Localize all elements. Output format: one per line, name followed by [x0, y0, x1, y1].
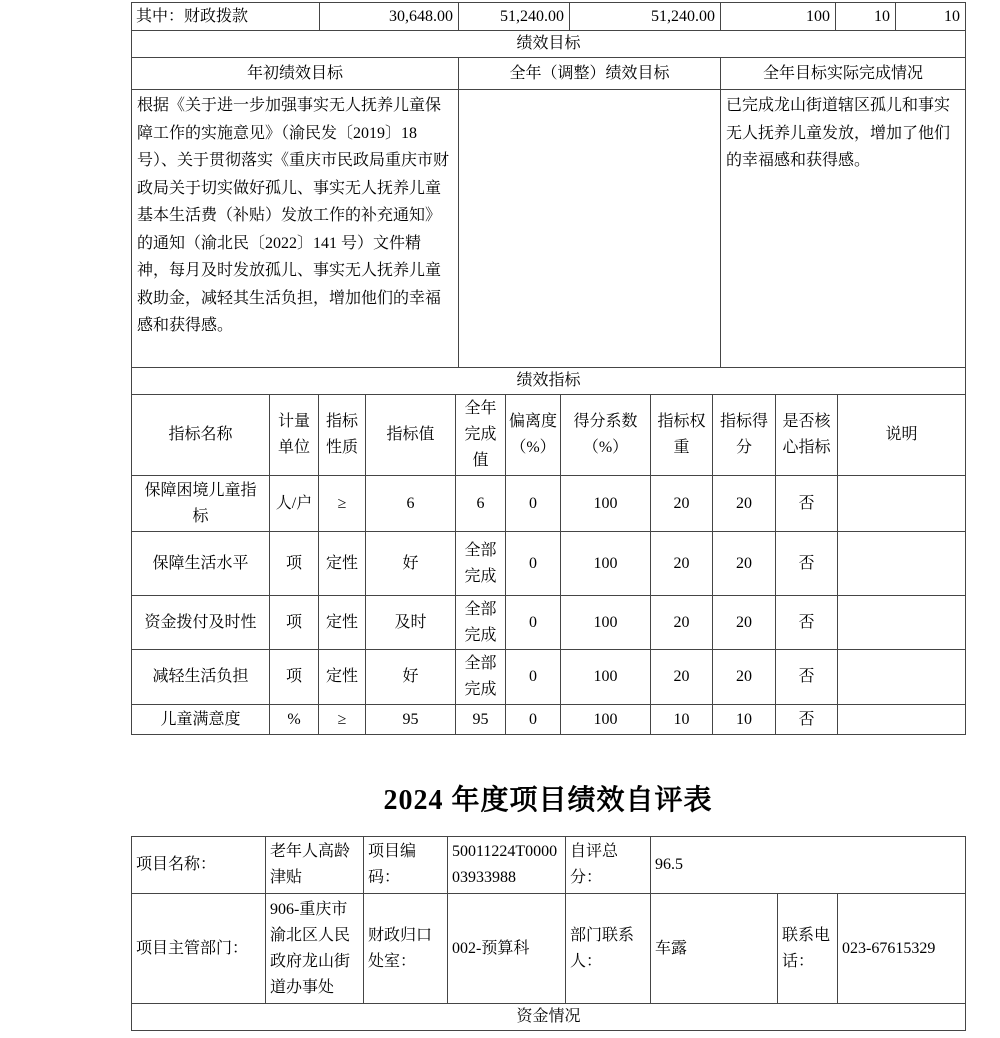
header-remark: 说明 [838, 395, 966, 476]
indicator-nature: 定性 [319, 532, 366, 596]
indicator-unit: % [270, 705, 319, 735]
indicator-weight: 10 [651, 705, 713, 735]
funding-detail-table [131, 2, 966, 31]
indicator-target: 及时 [366, 596, 456, 650]
indicator-target: 好 [366, 532, 456, 596]
document-page [131, 2, 965, 1031]
indicator-row [132, 596, 966, 650]
indicator-coefficient: 100 [561, 596, 651, 650]
indicator-score: 20 [713, 596, 776, 650]
header-score-coefficient: 得分系数（%） [561, 395, 651, 476]
indicator-coefficient: 100 [561, 650, 651, 705]
header-annual-completion: 全年完成值 [456, 395, 506, 476]
indicator-name: 减轻生活负担 [132, 650, 270, 705]
dept-label: 项目主管部门： [132, 894, 266, 1004]
table-row [132, 58, 966, 90]
indicator-remark [838, 650, 966, 705]
indicator-coefficient: 100 [561, 476, 651, 532]
header-target-value: 指标值 [366, 395, 456, 476]
indicator-unit: 项 [270, 650, 319, 705]
funding-row-label: 其中：财政拨款 [132, 3, 320, 31]
indicator-core: 否 [776, 532, 838, 596]
indicator-completion: 全部完成 [456, 596, 506, 650]
header-nature: 指标性质 [319, 395, 366, 476]
indicator-deviation: 0 [506, 650, 561, 705]
header-deviation: 偏离度（%） [506, 395, 561, 476]
indicator-remark [838, 476, 966, 532]
goal-col-initial-header: 年初绩效目标 [132, 58, 459, 90]
header-score: 指标得分 [713, 395, 776, 476]
project-name-value: 老年人高龄津贴 [266, 837, 364, 894]
indicator-header-row [132, 395, 966, 476]
indicator-row [132, 650, 966, 705]
indicator-target: 好 [366, 650, 456, 705]
indicator-table [131, 394, 966, 735]
indicator-completion: 全部完成 [456, 532, 506, 596]
indicator-completion: 6 [456, 476, 506, 532]
indicator-unit: 项 [270, 532, 319, 596]
indicator-deviation: 0 [506, 476, 561, 532]
score-value: 10 [896, 3, 966, 31]
indicator-score: 20 [713, 650, 776, 705]
adjusted-goal-text [459, 90, 721, 368]
indicator-name: 儿童满意度 [132, 705, 270, 735]
self-score-label: 自评总分： [566, 837, 651, 894]
indicator-remark [838, 532, 966, 596]
weight-value: 10 [836, 3, 896, 31]
indicator-core: 否 [776, 476, 838, 532]
indicator-row [132, 476, 966, 532]
indicator-unit: 项 [270, 596, 319, 650]
table-row [132, 3, 966, 31]
actual-expense-value: 51,240.00 [570, 3, 721, 31]
indicator-deviation: 0 [506, 532, 561, 596]
dept-value: 906-重庆市渝北区人民政府龙山街道办事处 [266, 894, 364, 1004]
contact-value: 车露 [651, 894, 778, 1004]
project-code-label: 项目编码： [364, 837, 448, 894]
indicator-remark [838, 705, 966, 735]
indicator-deviation: 0 [506, 705, 561, 735]
indicator-completion: 95 [456, 705, 506, 735]
header-unit: 计量单位 [270, 395, 319, 476]
header-core-indicator: 是否核心指标 [776, 395, 838, 476]
performance-goal-section [131, 30, 966, 58]
department-info-row [132, 894, 966, 1004]
self-evaluation-table [131, 836, 966, 1031]
execution-rate-value: 100 [721, 3, 836, 31]
indicator-coefficient: 100 [561, 705, 651, 735]
indicator-score: 10 [713, 705, 776, 735]
finance-office-label: 财政归口处室： [364, 894, 448, 1004]
initial-goal-text: 根据《关于进一步加强事实无人抚养儿童保障工作的实施意见》（渝民发〔2019〕18 号）、关于贯彻落实《重庆市民政局重庆市财政局关于切实做好孤儿、事实无人抚养儿童基本生活费（补贴）发放工作的补充通知》的通知（渝北民〔2022〕141 号）文件精神，每月及时发放孤儿、事实无人抚养儿童救助金，减轻其生活负担，增加他们的幸福感和获得感。 [132, 90, 459, 368]
table-row [132, 368, 966, 395]
actual-completion-text: 已完成龙山街道辖区孤儿和事实无人抚养儿童发放，增加了他们的幸福感和获得感。 [721, 90, 966, 368]
indicator-unit: 人/户 [270, 476, 319, 532]
indicator-core: 否 [776, 705, 838, 735]
indicator-row [132, 532, 966, 596]
indicator-name: 保障生活水平 [132, 532, 270, 596]
adjusted-budget-value: 51,240.00 [459, 3, 570, 31]
annual-budget-value: 30,648.00 [320, 3, 459, 31]
indicator-deviation: 0 [506, 596, 561, 650]
indicator-name: 资金拨付及时性 [132, 596, 270, 650]
indicator-weight: 20 [651, 596, 713, 650]
indicator-core: 否 [776, 596, 838, 650]
performance-goal-table [131, 57, 966, 368]
header-indicator-name: 指标名称 [132, 395, 270, 476]
project-code-value: 50011224T000003933988 [448, 837, 566, 894]
indicator-nature: ≥ [319, 705, 366, 735]
phone-value: 023-67615329 [838, 894, 966, 1004]
indicator-nature: ≥ [319, 476, 366, 532]
indicator-weight: 20 [651, 650, 713, 705]
contact-label: 部门联系人： [566, 894, 651, 1004]
indicator-target: 6 [366, 476, 456, 532]
goal-section-title: 绩效目标 [132, 31, 966, 58]
finance-office-value: 002-预算科 [448, 894, 566, 1004]
indicator-nature: 定性 [319, 650, 366, 705]
indicator-remark [838, 596, 966, 650]
goal-col-adjusted-header: 全年（调整）绩效目标 [459, 58, 721, 90]
indicator-completion: 全部完成 [456, 650, 506, 705]
indicator-core: 否 [776, 650, 838, 705]
indicator-weight: 20 [651, 476, 713, 532]
project-name-label: 项目名称： [132, 837, 266, 894]
indicator-section-title: 绩效指标 [132, 368, 966, 395]
self-score-value: 96.5 [651, 837, 966, 894]
header-weight: 指标权重 [651, 395, 713, 476]
table-row [132, 90, 966, 368]
indicator-target: 95 [366, 705, 456, 735]
page-title: 2024 年度项目绩效自评表 [383, 785, 713, 816]
indicator-coefficient: 100 [561, 532, 651, 596]
indicator-score: 20 [713, 476, 776, 532]
indicator-weight: 20 [651, 532, 713, 596]
goal-col-actual-header: 全年目标实际完成情况 [721, 58, 966, 90]
phone-label: 联系电话： [778, 894, 838, 1004]
funding-section-title: 资金情况 [132, 1004, 966, 1031]
indicator-row [132, 705, 966, 735]
indicator-score: 20 [713, 532, 776, 596]
funding-section-row [132, 1004, 966, 1031]
indicator-name: 保障困境儿童指标 [132, 476, 270, 532]
indicator-section [131, 367, 966, 395]
project-info-row [132, 837, 966, 894]
indicator-nature: 定性 [319, 596, 366, 650]
table-row [132, 31, 966, 58]
